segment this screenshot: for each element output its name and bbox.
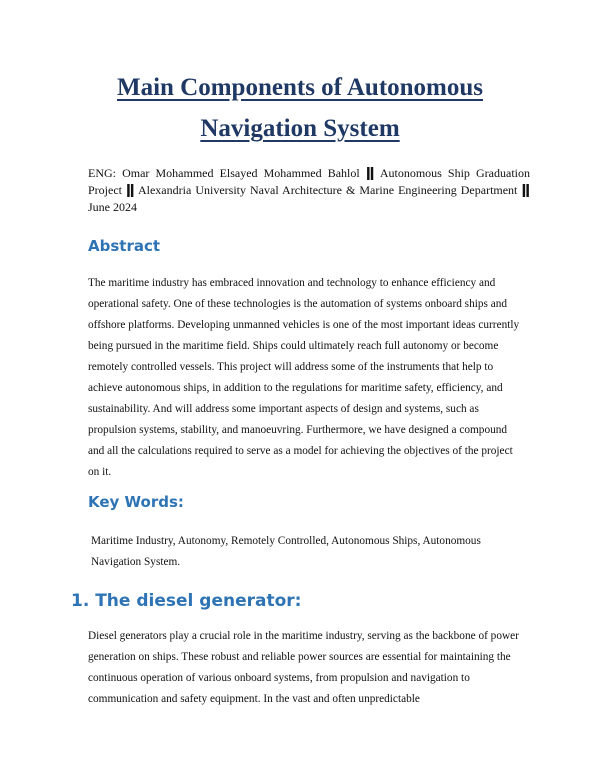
paper-title-line-2: Navigation System (200, 115, 400, 142)
separator-mark: ǁ (126, 183, 135, 198)
keywords-paragraph: Maritime Industry, Autonomy, Remotely Controlled, Autonomous Ships, Autonomous Navigation System. (91, 535, 481, 568)
section-1-paragraph: Diesel generators play a crucial role in the maritime industry, serving as the backbone of power generation on ships. These robust and reliable power sources are essential for maintaining the continuous operation of various onboard systems, from propulsion and navigation to communication and safety equipment. In the vast and often unpredictable (88, 630, 519, 705)
abstract-heading: Abstract (88, 237, 161, 255)
abstract-paragraph: The maritime industry has embraced innovation and technology to enhance efficiency and operational safety. One of these technologies is the automation of systems onboard ships and offshore platforms. Developing unmanned vehicles is one of the most important ideas currently being pursued in the maritime field. Ships could ultimately reach full autonomy or become remotely controlled vessels. This project will address some of the instruments that help to achieve autonomous ships, in addition to the regulations for maritime safety, efficiency, and sustainability. And will address some important aspects of design and systems, such as propulsion systems, stability, and manoeuvring. Furthermore, we have designed a compound and all the calculations required to serve as a model for achieving the objectives of the project on it. (88, 277, 520, 478)
separator-mark: ǁ (521, 183, 531, 198)
separator-mark: ǁ (365, 166, 375, 181)
author-name: ENG: Omar Mohammed Elsayed Mohammed Bahlol (88, 166, 360, 180)
department-name: Alexandria University Naval Architecture & Marine Engineering Department (137, 183, 518, 197)
project-name: Autonomous Ship Graduation Project (88, 166, 530, 197)
keywords-heading: Key Words: (88, 493, 184, 511)
publication-date: June 2024 (88, 200, 137, 214)
author-affiliation (88, 165, 530, 215)
section-1-heading: 1. The diesel generator: (71, 591, 302, 611)
paper-title-line-1: Main Components of Autonomous (116, 74, 484, 101)
